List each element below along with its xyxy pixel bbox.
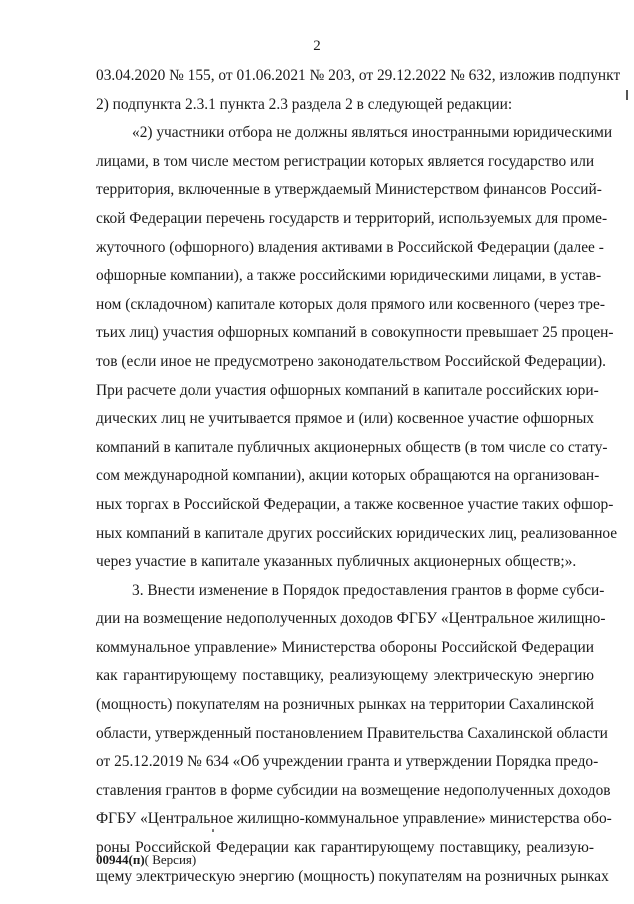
body-line: 2) подпункта 2.3.1 пункта 2.3 раздела 2 в следующей редакции: (96, 95, 513, 113)
body-line: области, утвержденный постановлением Правительства Сахалинской области (96, 724, 608, 742)
body-line: роны Российской Федерации как гарантирующему поставщику, реализую- (96, 839, 594, 857)
body-line: лицами, в том числе местом регистрации которых является государство или (96, 152, 595, 170)
page-number: 2 (313, 38, 321, 54)
body-line: При расчете доли участия офшорных компаний в капитале российских юри- (96, 381, 599, 399)
body-line: щему электрическую энергию (мощность) покупателям на розничных рынках (96, 867, 609, 885)
body-line: через участие в капитале указанных публичных акционерных обществ;». (96, 553, 577, 571)
scan-margin-mark (626, 90, 628, 100)
body-line: от 25.12.2019 № 634 «Об учреждении гранта и утверждении Порядка предо- (96, 753, 599, 771)
body-line: 3. Внести изменение в Порядок предоставления грантов в форме субси- (132, 581, 605, 599)
body-line: (мощность) покупателям на розничных рынках на территории Сахалинской (96, 696, 594, 714)
document-code: 00944(п) (96, 852, 145, 867)
body-line: дических лиц не учитывается прямое и (или) косвенное участие офшорных (96, 410, 594, 428)
body-line: 03.04.2020 № 155, от 01.06.2021 № 203, от 29.12.2022 № 632, изложив подпункт (96, 67, 621, 84)
body-line: ФГБУ «Центральное жилищно-коммунальное управление» министерства обо- (96, 810, 612, 828)
body-line: тов (если иное не предусмотрено законодательством Российской Федерации). (96, 352, 606, 370)
body-line: офшорные компании), а также российскими юридическими лицами, в устав- (96, 267, 602, 285)
document-version: ( Версия) (144, 852, 197, 867)
body-line: территория, включенные в утверждаемый Министерством финансов Россий- (96, 181, 602, 199)
body-line: ных торгах в Российской Федерации, а также косвенное участие таких офшор- (96, 495, 614, 513)
body-line: ных компаний в капитале других российских юридических лиц, реализованное (96, 524, 618, 542)
body-line: ставления грантов в форме субсидии на возмещение недополученных доходов (96, 781, 611, 799)
body-line: сом международной компании), акции которых обращаются на организован- (96, 467, 600, 485)
body-line: дии на возмещение недополученных доходов ФГБУ «Центральное жилищно- (96, 610, 606, 628)
scan-speck (212, 829, 214, 832)
body-line: ской Федерации перечень государств и территорий, используемых для проме- (96, 209, 608, 227)
body-line: ном (складочном) капитале которых доля прямого или косвенного (через тре- (96, 295, 605, 313)
body-line: как гарантирующему поставщику, реализующему электрическую энергию (96, 667, 594, 685)
body-line: «2) участники отбора не должны являться иностранными юридическими (132, 124, 613, 142)
body-line: коммунальное управление» Министерства обороны Российской Федерации (96, 638, 594, 656)
body-line: компаний в капитале публичных акционерных обществ (в том числе со стату- (96, 438, 608, 456)
document-footer (96, 852, 196, 868)
document-body (96, 62, 621, 891)
body-line: тьих лиц) участия офшорных компаний в совокупности превышает 25 процен- (96, 324, 614, 342)
body-line: жуточного (офшорного) владения активами в Российской Федерации (далее - (96, 238, 604, 256)
